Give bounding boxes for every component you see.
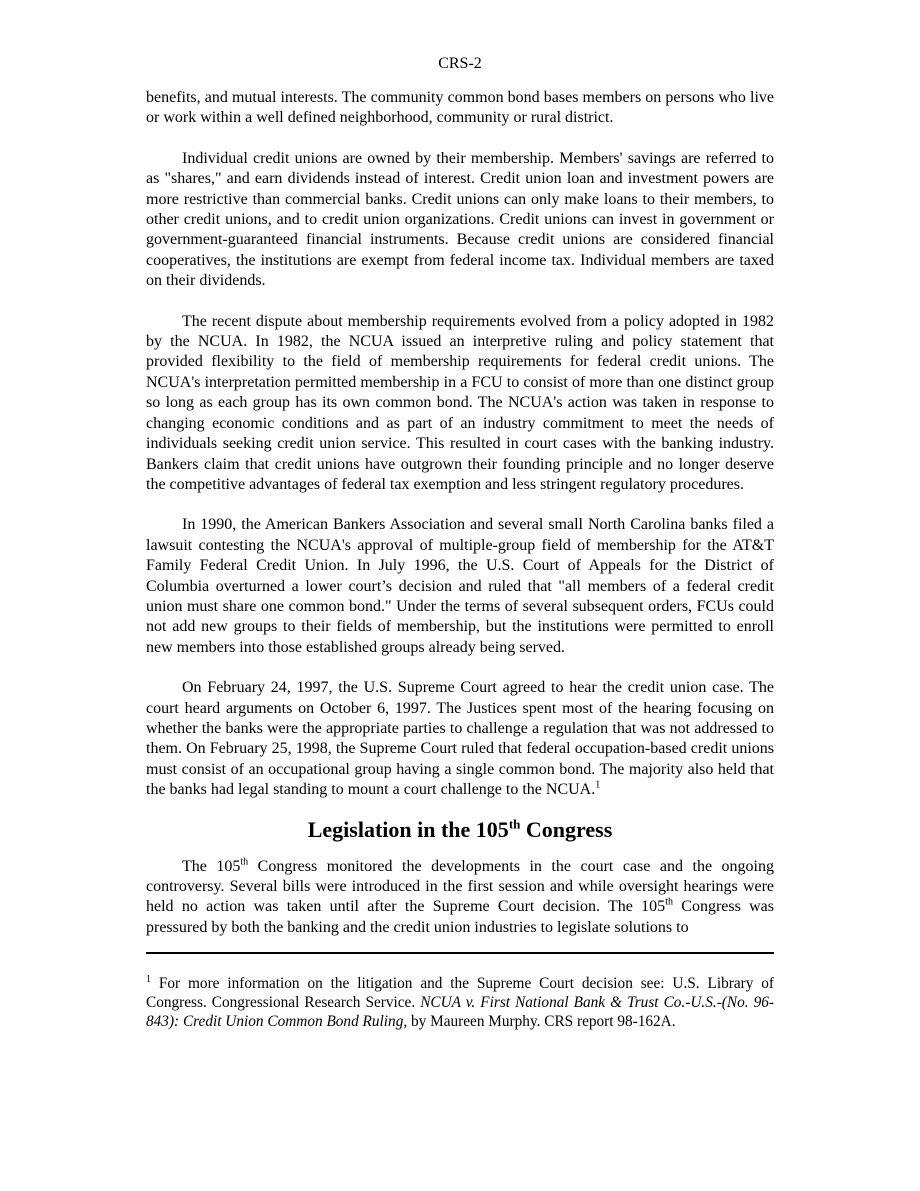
section-heading-suffix: Congress [520,816,613,842]
section-heading [146,817,774,843]
footnote-separator [146,952,774,954]
paragraph-spacer [146,495,774,515]
paragraph-lawsuit: In 1990, the American Bankers Association and several small North Carolina banks filed a lawsuit contesting the NCUA's approval of multiple-group field of membership for the AT&T Family Federal Credit Union. In July 1996, the U.S. Court of Appeals for the District of Columbia overturned a lower court’s decision and ruled that "all members of a federal credit union must share one common bond." Under the terms of several subsequent orders, FCUs could not add new groups to their fields of membership, but the institutions were permitted to enroll new members into those established groups already being served. [146,516,774,656]
paragraph-congress-part-c: Congress was pressured by both the banking and the credit union industries to legislate solutions to [146,898,775,936]
paragraph-continuation: benefits, and mutual interests. The community common bond bases members on persons who live or work within a well defined neighborhood, community or rural district. [146,89,774,127]
paragraph-spacer [146,292,774,312]
footnote-text-end: by Maureen Murphy. CRS report 98-162A. [407,1013,676,1031]
paragraph-congress-part-b: Congress monitored the developments in the court case and the ongoing controversy. Several bills were introduced in the first session and while oversight hearings were held no action was taken until after the Supreme Court decision. The 105 [146,857,774,916]
paragraph-supreme-court-text: On February 24, 1997, the U.S. Supreme Court agreed to hear the credit union case. The court heard arguments on October 6, 1997. The Justices spent most of the hearing focusing on whether the banks were the appropriate parties to challenge a regulation that was not addressed to them. On February 25, 1998, the Supreme Court ruled that federal occupation-based credit unions must consist of an occupational group having a single common bond. The majority also held that the banks had legal standing to mount a court challenge to the NCUA. [146,679,774,799]
ordinal-superscript: th [665,897,673,909]
paragraph-supreme-court [146,678,774,800]
footnote-mark: 1 [146,974,151,986]
footnote-text: For more information on the litigation and the Supreme Court decision see: U.S. Library of Congress. Congressional Research Service. [146,975,774,1012]
document-page [146,54,774,1031]
page-header: CRS-2 [438,55,482,72]
footnote-reference[interactable]: 1 [595,779,601,791]
footnote [146,974,774,1031]
ordinal-superscript: th [240,856,249,868]
section-heading-text: Legislation in the 105 [307,816,509,842]
paragraph-congress-part-a: The 105 [182,857,241,875]
paragraph-ownership: Individual credit unions are owned by their membership. Members' savings are referred to as "shares," and earn dividends instead of interest. Credit union loan and investment powers are more restrictive than commercial banks. Credit unions can only make loans to their members, to other credit unions, and to credit union organizations. Credit unions can invest in government or government-guaranteed financial instruments. Because credit unions are considered financial cooperatives, the institutions are exempt from federal income tax. Individual members are taxed on their dividends. [146,149,774,290]
paragraph-congress [146,857,774,939]
section-heading-superscript: th [508,816,521,832]
paragraph-spacer [146,129,774,149]
paragraph-dispute: The recent dispute about membership requirements evolved from a policy adopted in 1982 by the NCUA. In 1982, the NCUA issued an interpretive ruling and policy statement that provided flexibility to the field of membership requirements for federal credit unions. The NCUA's interpretation permitted membership in a FCU to consist of more than one distinct group so long as each group has its own common bond. The NCUA's action was taken in response to changing economic conditions and as part of an industry commitment to meet the needs of individuals seeking credit union service. This resulted in court cases with the banking industry. Bankers claim that credit unions have outgrown their founding principle and no longer deserve the competitive advantages of federal tax exemption and less stringent regulatory procedures. [146,312,774,493]
footnote-report-title: NCUA v. First National Bank & Trust Co.-U.S.-(No. 96-843): Credit Union Common Bond Ruling, [146,994,774,1031]
paragraph-spacer [146,658,774,678]
